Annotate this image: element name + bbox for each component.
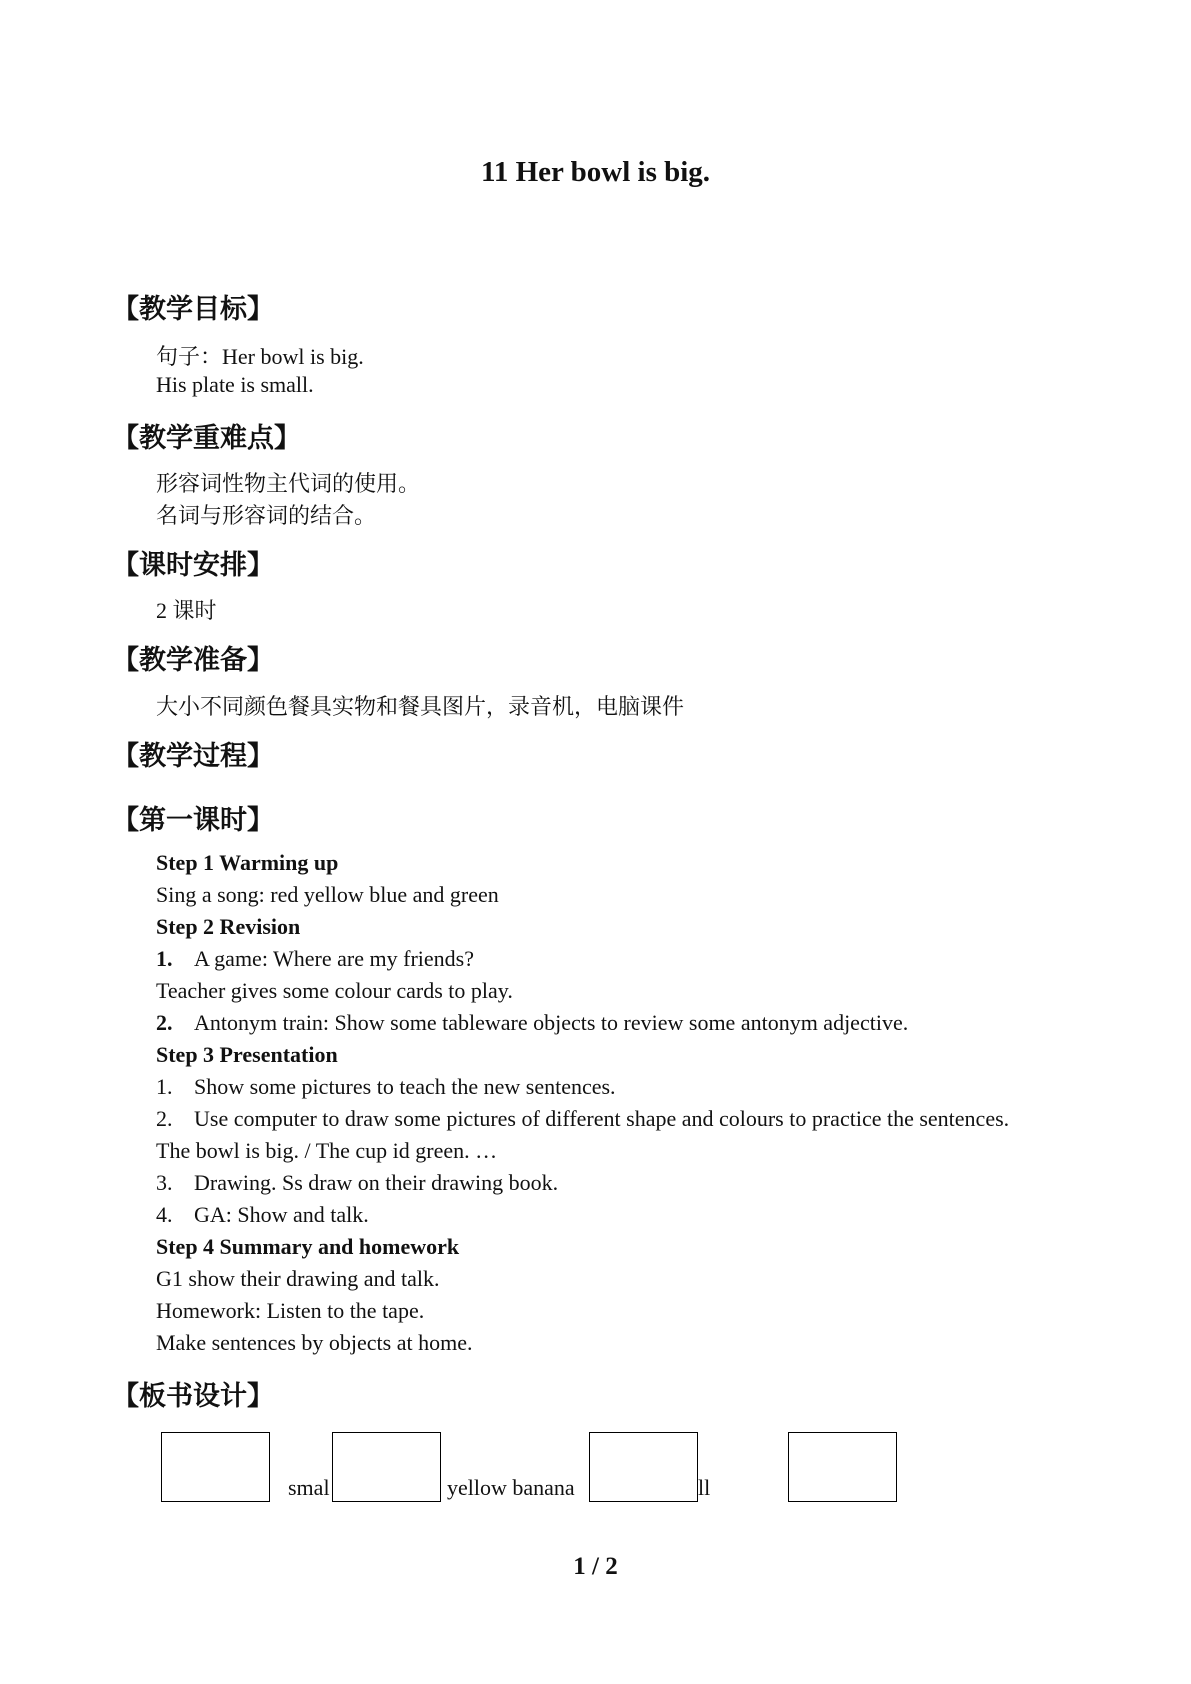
board-picture-box-3 — [589, 1432, 698, 1502]
heading-preparation: 【教学准备】 — [112, 645, 274, 675]
document-title: 11 Her bowl is big. — [480, 156, 711, 188]
step-3-item-1 — [156, 1074, 616, 1100]
step-3-item-2 — [156, 1106, 1009, 1132]
key-point-line-1: 形容词性物主代词的使用。 — [156, 471, 421, 496]
heading-teaching-goals: 【教学目标】 — [112, 294, 274, 324]
board-word-small: smal — [288, 1475, 330, 1500]
page-number: 1 / 2 — [573, 1553, 618, 1580]
item-text: Show some pictures to teach the new sentences. — [194, 1074, 616, 1099]
item-number: 2. — [156, 1010, 173, 1035]
board-picture-box-4 — [788, 1432, 897, 1502]
step-2-item-1 — [156, 946, 474, 972]
heading-lesson-1: 【第一课时】 — [112, 805, 274, 835]
heading-board-design: 【板书设计】 — [112, 1381, 274, 1411]
key-point-line-2: 名词与形容词的结合。 — [156, 503, 377, 528]
preparation-line: 大小不同颜色餐具实物和餐具图片，录音机，电脑课件 — [156, 694, 685, 719]
item-text: A game: Where are my friends? — [194, 946, 474, 971]
step-2-item-2 — [156, 1010, 908, 1036]
item-number: 1. — [156, 946, 173, 971]
goal-line-1: 句子：Her bowl is big. — [156, 344, 364, 369]
step-4-title: Step 4 Summary and homework — [156, 1234, 460, 1259]
item-number: 2. — [156, 1106, 173, 1131]
step-3-note: The bowl is big. / The cup id green. … — [156, 1138, 498, 1163]
item-text: GA: Show and talk. — [194, 1202, 369, 1227]
item-number: 1. — [156, 1074, 173, 1099]
goal-line-2: His plate is small. — [156, 372, 314, 397]
heading-process: 【教学过程】 — [112, 741, 274, 771]
heading-key-points: 【教学重难点】 — [112, 423, 301, 453]
step-2-title: Step 2 Revision — [156, 914, 301, 939]
item-text: Antonym train: Show some tableware objects to review some antonym adjective. — [194, 1010, 909, 1035]
step-3-item-3 — [156, 1170, 558, 1196]
step-2-note: Teacher gives some colour cards to play. — [156, 978, 513, 1003]
board-picture-box-1 — [161, 1432, 270, 1502]
schedule-line: 2 课时 — [156, 598, 217, 623]
item-number: 4. — [156, 1202, 173, 1227]
board-word-ll: ll — [698, 1475, 711, 1500]
step-3-title: Step 3 Presentation — [156, 1042, 338, 1067]
item-number: 3. — [156, 1170, 173, 1195]
step-1-title: Step 1 Warming up — [156, 850, 339, 875]
step-4-line-3: Make sentences by objects at home. — [156, 1330, 473, 1355]
step-1-line: Sing a song: red yellow blue and green — [156, 882, 499, 907]
item-text: Use computer to draw some pictures of different shape and colours to practice the sentences. — [194, 1106, 1010, 1131]
step-4-line-2: Homework: Listen to the tape. — [156, 1298, 425, 1323]
heading-schedule: 【课时安排】 — [112, 550, 274, 580]
board-word-yellow-banana: yellow banana — [447, 1475, 575, 1500]
step-4-line-1: G1 show their drawing and talk. — [156, 1266, 440, 1291]
step-3-item-4 — [156, 1202, 369, 1228]
board-picture-box-2 — [332, 1432, 441, 1502]
item-text: Drawing. Ss draw on their drawing book. — [194, 1170, 559, 1195]
